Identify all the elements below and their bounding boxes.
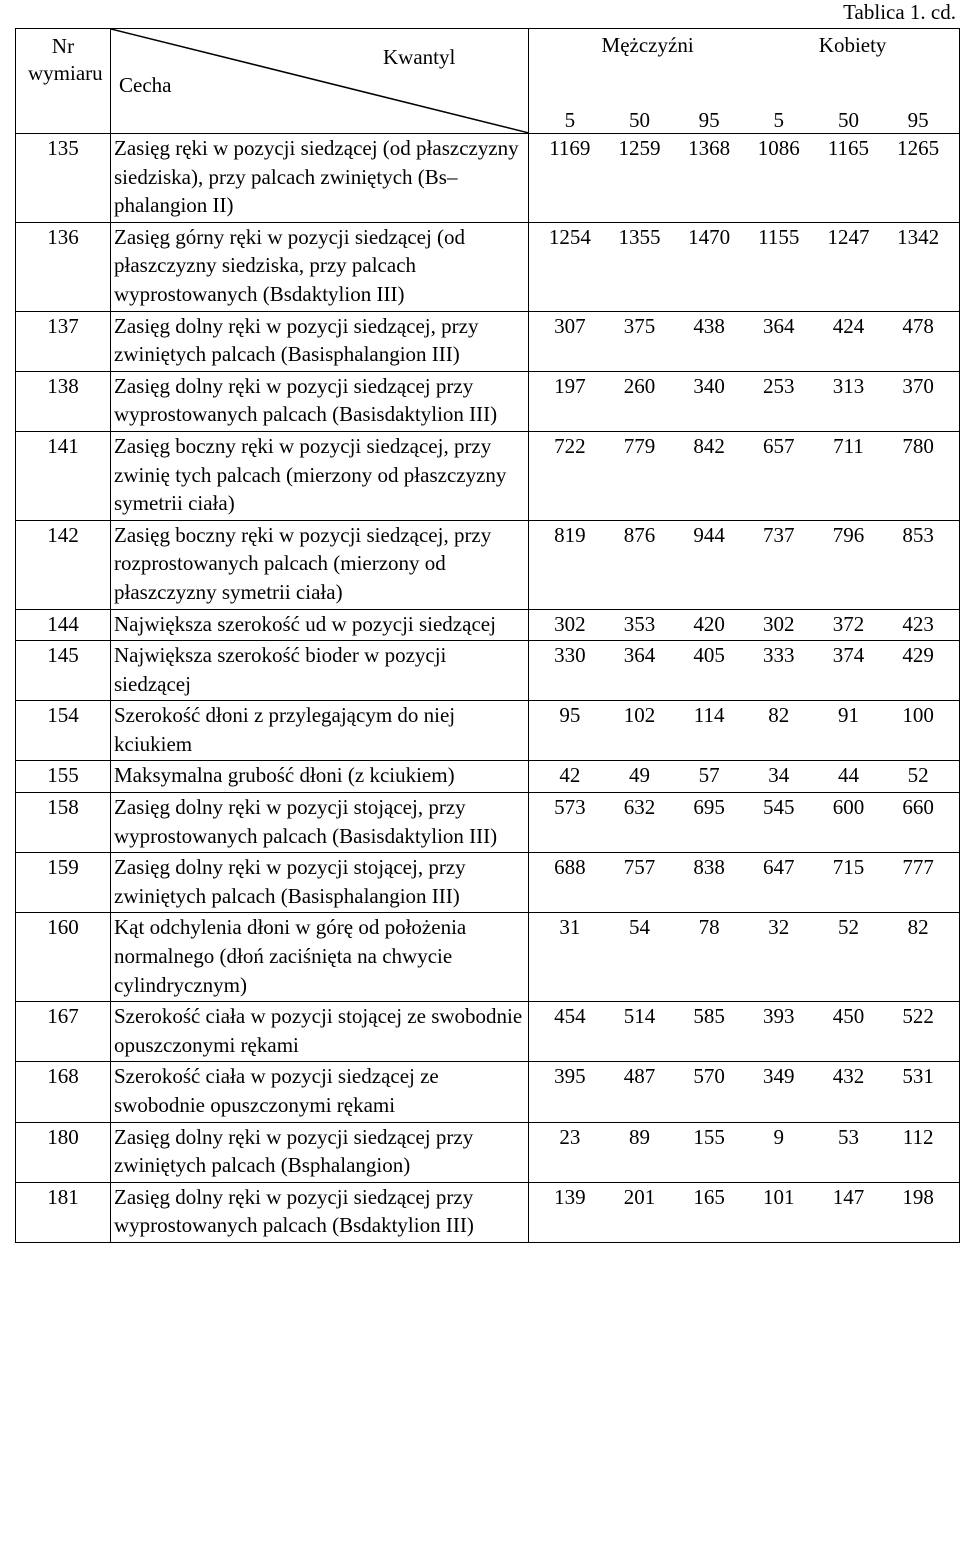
value-women-95: 777: [902, 855, 934, 880]
table-row: [16, 853, 960, 913]
table-row: [16, 641, 960, 701]
value-women-50: 91: [837, 703, 859, 728]
header-groups: [529, 29, 960, 108]
value-women-95: 780: [902, 433, 934, 458]
header-cecha-label: Cecha: [119, 73, 172, 97]
value-women-95: 423: [902, 611, 934, 636]
row-values: [529, 609, 960, 641]
value-men-95: 842: [693, 433, 725, 458]
row-description: Szerokość ciała w pozycji siedzącej ze swobodnie opuszczonymi rękami: [111, 1062, 529, 1122]
value-women-50: 600: [832, 795, 865, 820]
value-men-50: 779: [623, 433, 656, 458]
value-men-5: 573: [554, 795, 586, 820]
value-women-50: 313: [832, 373, 865, 398]
value-women-5: 393: [763, 1004, 795, 1029]
header-nr-label: Nr wymiaru: [28, 34, 103, 85]
table-caption: Tablica 1. cd.: [843, 0, 956, 24]
value-men-95: 340: [693, 373, 725, 398]
row-values: [529, 1182, 960, 1242]
value-men-95: 838: [693, 855, 725, 880]
value-men-95: 155: [693, 1124, 725, 1149]
value-men-50: 1355: [618, 224, 661, 249]
table-row: [16, 1122, 960, 1182]
value-women-50: 53: [837, 1124, 859, 1149]
value-men-5: 688: [554, 855, 586, 880]
value-women-50: 711: [833, 433, 864, 458]
row-description: Kąt odchylenia dłoni w górę od położenia normalnego (dłoń zaciśnięta na chwycie cylindrycznym): [111, 913, 529, 1002]
quantile-men-50: 50: [628, 108, 650, 132]
value-women-50: 796: [832, 522, 865, 547]
row-values: [529, 1122, 960, 1182]
value-women-5: 647: [763, 855, 795, 880]
value-men-95: 1368: [688, 136, 731, 160]
value-men-5: 23: [559, 1124, 581, 1149]
value-men-50: 375: [623, 313, 656, 338]
value-women-50: 424: [832, 313, 865, 338]
table-row: [16, 222, 960, 311]
value-women-95: 52: [907, 763, 929, 788]
table-row: [16, 793, 960, 853]
row-description: Maksymalna grubość dłoni (z kciukiem): [111, 761, 529, 793]
row-values: [529, 134, 960, 223]
value-men-95: 165: [693, 1184, 725, 1209]
row-values: [529, 793, 960, 853]
table-row: [16, 1062, 960, 1122]
row-description: Zasięg ręki w pozycji siedzącej (od płaszczyzny siedziska), przy palcach zwiniętych (Bs–phalangion II): [111, 134, 529, 223]
value-women-95: 531: [902, 1064, 934, 1089]
value-men-50: 364: [623, 643, 656, 668]
row-nr: 141: [16, 431, 111, 520]
value-women-50: 450: [832, 1004, 865, 1029]
row-nr: 145: [16, 641, 111, 701]
value-men-50: 201: [623, 1184, 656, 1209]
table-body: [16, 134, 960, 1243]
row-nr: 155: [16, 761, 111, 793]
value-men-5: 42: [559, 763, 581, 788]
value-women-5: 657: [763, 433, 795, 458]
table-row: [16, 431, 960, 520]
value-women-50: 374: [832, 643, 865, 668]
row-values: [529, 371, 960, 431]
row-nr: 180: [16, 1122, 111, 1182]
value-men-5: 197: [554, 373, 586, 398]
value-men-50: 102: [623, 703, 656, 728]
table-row: [16, 1182, 960, 1242]
row-values: [529, 701, 960, 761]
row-description: Zasięg dolny ręki w pozycji stojącej, przy wyprostowanych palcach (Basisdaktylion III): [111, 793, 529, 853]
value-women-5: 737: [763, 522, 795, 547]
value-women-50: 52: [837, 915, 859, 940]
value-men-50: 876: [623, 522, 656, 547]
value-women-95: 1265: [897, 136, 940, 160]
value-men-5: 1254: [548, 224, 591, 249]
value-women-50: 44: [837, 763, 859, 788]
value-women-5: 1086: [757, 136, 800, 160]
value-women-5: 82: [768, 703, 790, 728]
row-description: Zasięg górny ręki w pozycji siedzącej (od płaszczyzny siedziska, przy palcach wyprostowanych (Bsdaktylion III): [111, 222, 529, 311]
value-women-5: 545: [763, 795, 795, 820]
row-nr: 137: [16, 311, 111, 371]
value-men-5: 307: [554, 313, 586, 338]
quantile-women-95: 95: [907, 108, 929, 132]
value-men-5: 1169: [549, 136, 591, 160]
value-men-5: 819: [554, 522, 586, 547]
row-description: Zasięg dolny ręki w pozycji stojącej, przy zwiniętych palcach (Basisphalangion III): [111, 853, 529, 913]
value-women-5: 101: [763, 1184, 795, 1209]
value-women-50: 147: [832, 1184, 865, 1209]
header-cecha-kwantyl: [111, 29, 529, 134]
value-men-95: 695: [693, 795, 725, 820]
value-men-5: 139: [554, 1184, 586, 1209]
value-women-5: 302: [763, 611, 795, 636]
row-values: [529, 431, 960, 520]
value-women-95: 853: [902, 522, 934, 547]
row-description: Największa szerokość ud w pozycji siedzącej: [111, 609, 529, 641]
value-men-5: 454: [554, 1004, 586, 1029]
row-nr: 136: [16, 222, 111, 311]
anthropometric-table: [15, 28, 960, 1243]
value-women-95: 522: [902, 1004, 934, 1029]
diagonal-divider: [111, 29, 528, 133]
value-men-95: 438: [693, 313, 725, 338]
row-nr: 142: [16, 520, 111, 609]
value-men-50: 49: [628, 763, 650, 788]
value-women-5: 34: [768, 763, 790, 788]
value-women-5: 1155: [758, 224, 800, 249]
row-nr: 158: [16, 793, 111, 853]
table-row: [16, 761, 960, 793]
value-women-50: 372: [832, 611, 865, 636]
value-men-5: 395: [554, 1064, 586, 1089]
value-men-5: 330: [554, 643, 586, 668]
value-men-95: 1470: [688, 224, 731, 249]
row-description: Zasięg dolny ręki w pozycji siedzącej przy zwiniętych palcach (Bsphalangion): [111, 1122, 529, 1182]
row-values: [529, 761, 960, 793]
value-men-50: 757: [623, 855, 656, 880]
row-nr: 144: [16, 609, 111, 641]
value-men-5: 722: [554, 433, 586, 458]
table-row: [16, 1002, 960, 1062]
value-men-95: 570: [693, 1064, 725, 1089]
value-women-95: 100: [902, 703, 934, 728]
value-women-50: 1247: [827, 224, 870, 249]
value-women-5: 9: [773, 1124, 785, 1149]
row-values: [529, 853, 960, 913]
row-values: [529, 641, 960, 701]
row-values: [529, 222, 960, 311]
value-women-95: 198: [902, 1184, 934, 1209]
row-nr: 181: [16, 1182, 111, 1242]
value-women-50: 1165: [827, 136, 870, 160]
row-values: [529, 1002, 960, 1062]
row-description: Największa szerokość bioder w pozycji siedzącej: [111, 641, 529, 701]
quantile-women-5: 5: [773, 108, 785, 132]
value-women-95: 660: [902, 795, 934, 820]
value-women-95: 1342: [897, 224, 940, 249]
row-nr: 154: [16, 701, 111, 761]
value-men-50: 260: [623, 373, 656, 398]
row-values: [529, 311, 960, 371]
value-men-95: 944: [693, 522, 725, 547]
header-quantiles: [529, 107, 960, 134]
value-women-95: 82: [907, 915, 929, 940]
value-men-95: 420: [693, 611, 725, 636]
value-men-5: 31: [559, 915, 581, 940]
table-row: [16, 701, 960, 761]
row-description: Zasięg boczny ręki w pozycji siedzącej, przy zwinię tych palcach (mierzony od płaszczyzny symetrii ciała): [111, 431, 529, 520]
row-nr: 168: [16, 1062, 111, 1122]
value-women-95: 429: [902, 643, 934, 668]
value-men-5: 302: [554, 611, 586, 636]
value-men-5: 95: [559, 703, 581, 728]
header-kwantyl-label: Kwantyl: [383, 45, 456, 69]
header-men: Mężczyźni: [601, 33, 694, 57]
value-men-95: 114: [693, 703, 725, 728]
table-row: [16, 609, 960, 641]
row-description: Zasięg boczny ręki w pozycji siedzącej, przy rozprostowanych palcach (mierzony od płaszczyzny symetrii ciała): [111, 520, 529, 609]
header-nr-wymiaru: [16, 29, 111, 134]
value-men-50: 514: [623, 1004, 656, 1029]
value-men-50: 89: [628, 1124, 650, 1149]
value-women-5: 349: [763, 1064, 795, 1089]
value-men-95: 405: [693, 643, 725, 668]
value-men-95: 585: [693, 1004, 725, 1029]
value-men-50: 632: [623, 795, 656, 820]
row-values: [529, 1062, 960, 1122]
quantile-women-50: 50: [837, 108, 859, 132]
row-values: [529, 913, 960, 1002]
value-women-95: 112: [902, 1124, 934, 1149]
row-nr: 138: [16, 371, 111, 431]
row-description: Zasięg dolny ręki w pozycji siedzącej przy wyprostowanych palcach (Basisdaktylion III): [111, 371, 529, 431]
value-men-50: 54: [628, 915, 650, 940]
value-women-95: 370: [902, 373, 934, 398]
row-nr: 167: [16, 1002, 111, 1062]
value-men-50: 487: [623, 1064, 656, 1089]
value-women-50: 432: [832, 1064, 865, 1089]
value-women-50: 715: [832, 855, 865, 880]
value-women-5: 364: [763, 313, 795, 338]
row-nr: 160: [16, 913, 111, 1002]
row-description: Szerokość ciała w pozycji stojącej ze swobodnie opuszczonymi rękami: [111, 1002, 529, 1062]
value-women-5: 253: [763, 373, 795, 398]
table-row: [16, 520, 960, 609]
row-nr: 159: [16, 853, 111, 913]
row-description: Zasięg dolny ręki w pozycji siedzącej przy wyprostowanych palcach (Bsdaktylion III): [111, 1182, 529, 1242]
row-values: [529, 520, 960, 609]
table-row: [16, 913, 960, 1002]
header-women: Kobiety: [818, 33, 887, 57]
value-women-5: 333: [763, 643, 795, 668]
value-men-95: 78: [698, 915, 720, 940]
value-men-50: 353: [623, 611, 656, 636]
value-women-5: 32: [768, 915, 790, 940]
table-row: [16, 371, 960, 431]
table-row: [16, 134, 960, 223]
value-women-95: 478: [902, 313, 934, 338]
quantile-men-95: 95: [698, 108, 720, 132]
value-men-50: 1259: [618, 136, 661, 160]
row-description: Szerokość dłoni z przylegającym do niej kciukiem: [111, 701, 529, 761]
table-row: [16, 311, 960, 371]
row-nr: 135: [16, 134, 111, 223]
value-men-95: 57: [698, 763, 720, 788]
row-description: Zasięg dolny ręki w pozycji siedzącej, przy zwiniętych palcach (Basisphalangion III): [111, 311, 529, 371]
quantile-men-5: 5: [564, 108, 576, 132]
